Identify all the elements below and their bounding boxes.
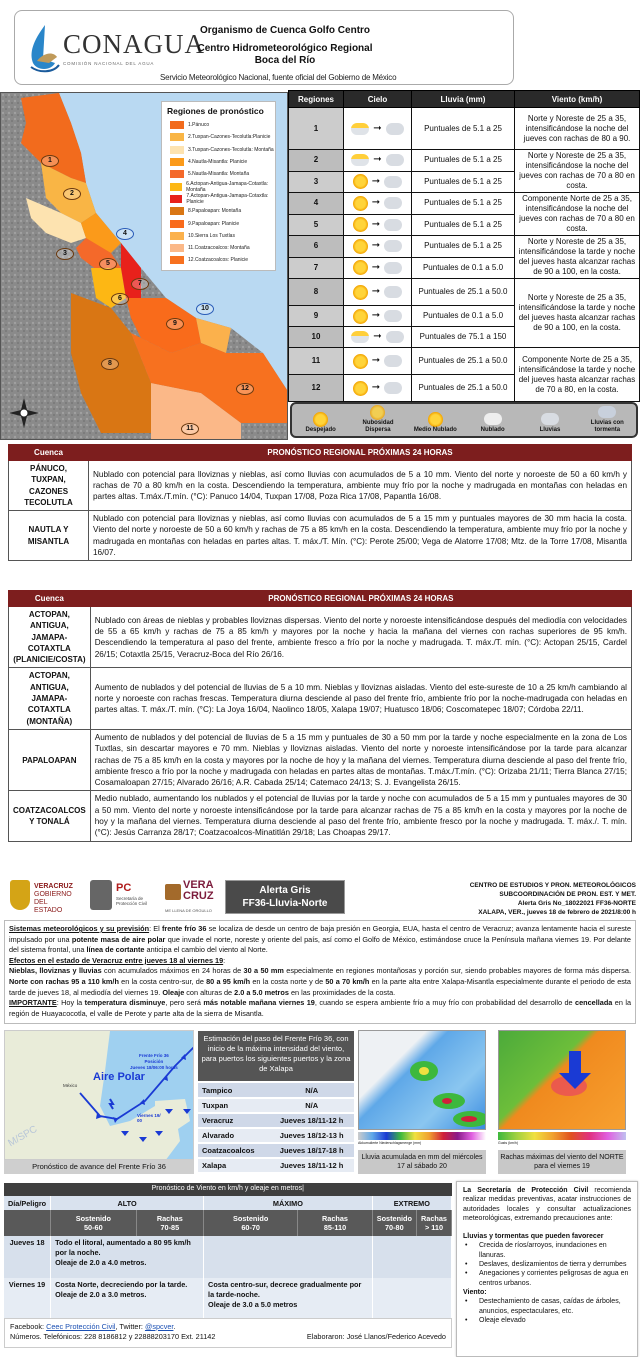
sky-forecast — [344, 108, 412, 150]
sky-forecast — [344, 348, 412, 375]
threshold-header: Rachas > 110 — [416, 1210, 451, 1236]
arrival-time: N/A — [269, 1098, 354, 1113]
region-marker: 10 — [196, 303, 214, 315]
cuenca-forecast-text: Nublado con potencial para lloviznas y nieblas, así como lluvias con acumulados de 5 a 15 mm y puntuales mayores de 30 mm hacia la costa. Viento del norte y noroeste de 50 a 60 km/h y rachas de 75 a 85 km/h en la costa. Descendiendo la temperatura, ambiente muy frío por la noche y madrugada en montañas con heladas en partes altas. T. máx./T. Mín. (°C): Perote 25/00; Vega de Alatorre 17/08; Mtz. de la Torre 17/08, Misantla 16/07. — [89, 511, 632, 561]
synopsis-text: Sistemas meteorológicos y su previsión: El frente frío 36 se localiza de desde un centro de baja presión en Georgia, EUA, hasta el centro de Veracruz; avanza lentamente hacia el sureste impulsado por una potente masa de aire polar que invade el norte, noreste y oriente del país, así como el Golfo de México, estimándose cruce la Península mañana viernes 19. Por delante del sistema frontal, una línea de cortante anticipa el cambio del viento al Norte. Efectos en el estado de Veracruz entre jueves 18 al viernes 19: Nieblas, lloviznas y lluvias con acumulados máximos en 24 horas de 30 a 50 mm especialmente en regiones montañosas y porción sur, siendo probables mayores de forma más dispersa. Norte con rachas 95 a 110 km/h en la costa centro-sur, de 80 a 95 km/h en la costa norte y de 50 a 70 km/h en la parte alta entre Xalapa-Misantla especialmente durante el periodo de esta tarde de jueves 18, al mediodía del viernes 19. Oleaje con alturas de 2.0 a 5.0 metros en las proximidades de la costa. IMPORTANTE: Hoy la temperatura disminuye, pero será más notable mañana viernes 19, cuando se espera ambiente frío a muy frío con probabilidad del desarrollo de cencellada en la región de Huayacocotla, el valle de Perote y parte alta de la sierra de Misantla. — [4, 920, 636, 1024]
level-alto: ALTO — [51, 1196, 204, 1210]
logo-subtext: COMISIÓN NACIONAL DEL AGUA — [63, 61, 155, 66]
col-cuenca: Cuenca — [9, 591, 91, 607]
arrow-right-icon: ➞ — [371, 240, 381, 252]
vera-cruz-logo: VERA CRUZ ME LLENA DE ORGULLO — [165, 879, 214, 913]
wind-cell-extremo — [372, 1278, 451, 1320]
vera-cruz-emblem-icon — [165, 884, 181, 900]
front-arrival-estimation — [198, 1031, 354, 1174]
region-marker: 7 — [131, 278, 149, 290]
rain-amount: Puntuales de 5.1 a 25 — [412, 193, 515, 215]
region-row — [289, 236, 640, 258]
legend-label: 8.Papaloapan: Montaña — [188, 208, 242, 215]
aire-polar-label: Aire Polar — [93, 1071, 145, 1083]
legend-item — [170, 119, 275, 131]
sky-legend-despejado: Despejado — [294, 411, 348, 434]
sun-haze-icon — [370, 405, 385, 420]
rain-cloud-icon — [384, 176, 402, 188]
region-number: 10 — [289, 327, 344, 348]
sun-icon — [353, 354, 368, 369]
compass-rose-icon — [9, 398, 39, 428]
wind-waves-forecast-table — [4, 1183, 452, 1320]
sky-legend-medio-nublado: Medio Nublado — [408, 411, 462, 434]
rain-cloud-icon — [384, 382, 402, 394]
cuenca-name: NAUTLA Y MISANTLA — [9, 511, 89, 561]
region-number: 3 — [289, 171, 344, 193]
rain-amount: Puntuales de 25.1 a 50.0 — [412, 348, 515, 375]
rain-map-graphic — [359, 1031, 486, 1130]
conagua-logo — [25, 23, 205, 73]
cuenca-row — [9, 791, 632, 841]
arrow-right-icon: ➞ — [371, 175, 381, 187]
region-marker: 1 — [41, 155, 59, 167]
legend-label: 3.Tuxpan-Cazones-Tecolutla: Montaña — [188, 146, 274, 153]
rain-amount: Puntuales de 5.1 a 25 — [412, 171, 515, 193]
partly-cloudy-icon — [351, 123, 369, 135]
arrow-right-icon: ➞ — [373, 154, 382, 166]
arrival-time: N/A — [269, 1083, 354, 1098]
region-marker: 8 — [101, 358, 119, 370]
col-dia-peligro: Día/Peligro — [4, 1196, 51, 1210]
map-legend — [161, 101, 276, 271]
region-number: 8 — [289, 279, 344, 306]
sky-conditions-legend — [290, 402, 638, 438]
cuenca-row — [9, 668, 632, 729]
wind-cell-extremo — [372, 1236, 451, 1278]
region-marker: 12 — [236, 383, 254, 395]
veracruz-shield-icon — [10, 880, 30, 910]
rain-amount: Puntuales de 5.1 a 25 — [412, 108, 515, 150]
wind-table-title: Pronóstico de Viento en km/h y oleaje en metros| — [4, 1183, 452, 1196]
rain-cloud-icon — [384, 286, 402, 298]
arrow-right-icon: ➞ — [371, 382, 381, 393]
arrow-right-icon: ➞ — [371, 261, 381, 273]
legend-label: 9.Papaloapan: Planicie — [188, 220, 240, 227]
legend-item — [170, 230, 275, 242]
col-viento: Viento (km/h) — [515, 91, 640, 108]
front-map-caption: Pronóstico de avance del Frente Frío 36 — [4, 1160, 194, 1174]
rain-cloud-icon — [384, 197, 402, 209]
cuenca-forecast-table-north — [8, 444, 632, 561]
wind-risks-heading: Viento: — [463, 1288, 487, 1296]
mexico-label: México — [63, 1083, 78, 1088]
front-position-label: Frente Frío 36 Posición Jueves 18/06:00 horas — [130, 1053, 178, 1070]
alert-gris-badge — [225, 880, 345, 914]
rain-amount: Puntuales de 5.1 a 25 — [412, 214, 515, 236]
recommendation-item: • Anegaciones y corrientes peligrosas de agua en centros urbanos. — [463, 1269, 631, 1288]
legend-item — [170, 156, 275, 168]
rain-map-caption: Lluvia acumulada en mm del miércoles 17 al sábado 20 — [358, 1150, 486, 1174]
estimation-row — [198, 1098, 354, 1113]
conagua-header — [14, 10, 514, 85]
region-marker: 4 — [116, 228, 134, 240]
level-maximo: MÁXIMO — [204, 1196, 373, 1210]
legend-swatch — [170, 146, 184, 154]
cuenca-row — [9, 729, 632, 790]
rain-cloud-icon — [541, 413, 559, 425]
region-row — [289, 150, 640, 172]
col-pronostico: PRONÓSTICO REGIONAL PRÓXIMAS 24 HORAS — [89, 445, 632, 461]
sky-forecast — [344, 236, 412, 258]
rain-cloud-icon — [384, 240, 402, 252]
legend-label: 1.Pánuco — [188, 122, 210, 129]
arrow-right-icon: ➞ — [371, 197, 381, 209]
phone-numbers: Números. Telefónicos: 228 8186812 y 22888203170 Ext. 21142 — [10, 1332, 216, 1341]
legend-label: 12.Coatzacoalcos: Planicie — [188, 257, 249, 264]
proteccion-civil-logo: PC Secretaría de Protección Civil — [90, 880, 150, 912]
region-row — [289, 108, 640, 150]
legend-item — [170, 131, 275, 143]
region-number: 11 — [289, 348, 344, 375]
sky-forecast — [344, 193, 412, 215]
region-row — [289, 348, 640, 375]
sky-forecast — [344, 214, 412, 236]
col-cielo: Cielo — [344, 91, 412, 108]
wind-forecast: Norte y Noreste de 25 a 35, intensificándose la tarde y noche del jueves hasta alcanzar rachas de 90 a 100, en la costa. — [515, 236, 640, 279]
alert-datetime: XALAPA, VER., jueves 18 de febrero de 2021/8:00 h — [478, 909, 636, 916]
viernes-label: Viernes 19/ 00 — [137, 1113, 161, 1123]
region-number: 4 — [289, 193, 344, 215]
rain-cloud-icon — [386, 123, 404, 135]
sun-icon — [353, 217, 368, 232]
port-name: Tampico — [198, 1083, 269, 1098]
sky-forecast — [344, 375, 412, 402]
cuenca-name: COATZACOALCOS Y TONALÁ — [9, 791, 91, 841]
legend-swatch — [170, 133, 184, 141]
legend-label: 7.Actopan-Antigua-Jamapa-Cotaxtla: Planicie — [186, 192, 269, 205]
legend-title: Regiones de pronóstico — [167, 106, 264, 116]
cuenca-name: ACTOPAN, ANTIGUA, JAMAPA-COTAXTLA (MONTAÑA) — [9, 668, 91, 729]
rain-amount: Puntuales de 5.1 a 25 — [412, 236, 515, 258]
threshold-header: Sostenido 70-80 — [372, 1210, 416, 1236]
wind-forecast: Norte y Noreste de 25 a 35, intensificándose la noche del jueves con rachas de 80 a 90. — [515, 108, 640, 150]
port-name: Xalapa — [198, 1158, 269, 1173]
wind-cell-maximo: Costa centro-sur, decrece gradualmente por la tarde-noche. Oleaje de 3.0 a 5.0 metros — [204, 1278, 373, 1320]
civil-protection-recommendations: La Secretaría de Protección Civil recomienda realizar medidas preventivas, acatar instrucciones de autoridades locales y consultar actualizaciones meteorológicas, extremando precauciones ante: Lluvias y tormentas que pueden favorecer • Crecida de ríos/arroyos, inundaciones en llanuras. • Deslaves, deslizamientos de tierra y derrumbes • Anegaciones y corrientes peligrosas de agua en centros urbanos. Viento: • Destechamiento de casas, caídas de árboles, anuncios, espectaculares, etc. • Oleaje elevado — [456, 1181, 638, 1357]
legend-item — [170, 144, 275, 156]
authors: Elaboraron: José Llanos/Federico Acevedo — [306, 1332, 446, 1341]
threshold-header: Rachas 85-110 — [298, 1210, 372, 1236]
level-extremo: EXTREMO — [372, 1196, 451, 1210]
sky-legend-lluvias: Lluvias — [523, 411, 577, 434]
arrow-right-icon: ➞ — [373, 122, 382, 134]
rain-scale-title: Akkumulierte Niederschlagsmenge (mm) — [358, 1141, 422, 1145]
sky-legend-nubosidad: Nubosidad Dispersa — [351, 404, 405, 434]
legend-swatch — [170, 207, 184, 215]
alert-title: Alerta Gris — [259, 885, 311, 896]
wind-scale-bar — [498, 1132, 626, 1140]
legend-label: 10.Sierra Los Tuxtlas — [188, 232, 235, 239]
region-marker: 9 — [166, 318, 184, 330]
watermark: M/SPC — [6, 1123, 40, 1150]
col-pronostico: PRONÓSTICO REGIONAL PRÓXIMAS 24 HORAS — [90, 591, 631, 607]
legend-swatch — [170, 232, 184, 240]
arrow-right-icon: ➞ — [371, 310, 381, 321]
veracruz-government-logo: VERACRUZ GOBIERNO DEL ESTADO — [10, 880, 70, 912]
rain-amount: Puntuales de 25.1 a 50.0 — [412, 279, 515, 306]
col-cuenca: Cuenca — [9, 445, 89, 461]
legend-label: 5.Nautla-Misantla: Montaña — [188, 171, 250, 178]
arrival-time: Jueves 18/17-18 h — [269, 1143, 354, 1158]
arrival-time: Jueves 18/11-12 h — [269, 1113, 354, 1128]
wind-cell-alto: Todo el litoral, aumentado a 80 95 km/h por la noche. Oleaje de 2.0 a 4.0 metros. — [51, 1236, 204, 1278]
rain-accumulation-map — [358, 1030, 486, 1130]
col-regiones: Regiones — [289, 91, 344, 108]
legend-label: 4.Nautla-Misantla: Planicie — [188, 159, 248, 166]
cold-front-map — [4, 1030, 194, 1160]
rain-cloud-icon — [384, 310, 402, 322]
legend-label: 2.Tuxpan-Cazones-Tecolutla:Planicie — [188, 134, 271, 141]
wind-map-graphic — [499, 1031, 626, 1130]
rain-scale-bar — [358, 1132, 486, 1140]
sun-icon — [353, 381, 368, 396]
arrival-time: Jueves 18/12-13 h — [269, 1128, 354, 1143]
day-label: Viernes 19 — [4, 1278, 51, 1320]
twitter-link[interactable]: @spcver — [144, 1322, 174, 1331]
estimation-row — [198, 1128, 354, 1143]
estimation-row — [198, 1083, 354, 1098]
wind-cell-alto: Costa Norte, decreciendo por la tarde. Oleaje de 2.0 a 3.0 metros. — [51, 1278, 204, 1320]
wind-forecast: Componente Norte de 25 a 35, intensificándose la tarde y noche del jueves hasta alcanzar rachas de 70 a 80, en la costa. — [515, 348, 640, 402]
sky-legend-tormenta: Lluvias con tormenta — [580, 404, 634, 434]
legend-swatch — [170, 121, 184, 129]
cuenca-name: PAPALOAPAN — [9, 729, 91, 790]
region-marker: 3 — [56, 248, 74, 260]
legend-item — [170, 205, 275, 217]
sun-icon — [353, 260, 368, 275]
estimation-table — [198, 1083, 354, 1174]
rain-risks-heading: Lluvias y tormentas que pueden favorecer — [463, 1233, 604, 1241]
sun-icon — [313, 412, 328, 427]
legend-item — [170, 242, 275, 254]
rain-cloud-icon — [384, 219, 402, 231]
arrow-right-icon: ➞ — [371, 286, 381, 297]
rain-amount: Puntuales de 25.1 a 50.0 — [412, 375, 515, 402]
sun-icon — [353, 285, 368, 300]
region-number: 5 — [289, 214, 344, 236]
recommendation-item: • Destechamiento de casas, caídas de árboles, anuncios, espectaculares, etc. — [463, 1297, 631, 1316]
partly-cloudy-icon — [351, 331, 369, 343]
legend-label: 6.Actopan-Antigua-Jamapa-Cotaxtla: Montaña — [186, 180, 269, 193]
sky-forecast — [344, 150, 412, 172]
cuenca-row — [9, 511, 632, 561]
region-number: 9 — [289, 306, 344, 327]
arrival-time: Jueves 18/11-12 h — [269, 1158, 354, 1173]
rain-cloud-icon — [384, 355, 402, 367]
logo-text: CONAGUA — [63, 29, 205, 59]
cuenca-forecast-table-south — [8, 590, 632, 842]
organism-title: Organismo de Cuenca Golfo Centro — [200, 25, 371, 36]
legend-swatch — [170, 158, 184, 166]
legend-swatch — [170, 256, 184, 264]
pc-shield-icon — [90, 880, 112, 910]
legend-swatch — [170, 220, 184, 228]
estimation-row — [198, 1158, 354, 1173]
estimation-row — [198, 1143, 354, 1158]
legend-label: 11.Coatzacoalcos: Montaña — [188, 245, 250, 252]
sky-legend-nublado: Nublado — [466, 411, 520, 434]
cuenca-forecast-text: Aumento de nublados y del potencial de lluvias de 5 a 10 mm. Nieblas y lloviznas aisladas. Viento del este-sureste de 10 a 25 km/h cambiando al norte y noroeste con rachas frescas. Temperatura diurna desciende al paso del frente frío, ambiente frío por la noche-madrugada con heladas en partes altas. T. máx./T. mín. (°C): La Joya 16/04, Naolinco 18/05, Xalapa 19/07; Huatusco 18/06; Coscomatepec 18/07; Córdoba 22/11. — [90, 668, 631, 729]
legend-item — [170, 168, 275, 180]
port-name: Veracruz — [198, 1113, 269, 1128]
region-marker: 5 — [99, 258, 117, 270]
arrow-right-icon: ➞ — [371, 355, 381, 366]
legend-item — [170, 180, 275, 192]
cuenca-name: ACTOPAN, ANTIGUA, JAMAPA-COTAXTLA (PLANICIE/COSTA) — [9, 607, 91, 668]
cuenca-forecast-text: Nublado con potencial para lloviznas y nieblas, así como lluvias con acumulados de 5 a 10 mm. Viento del norte y noroeste de 50 a 60 km/h y rachas de 70 a 80 km/h en la costa. Descendiendo la temperatura, ambiente muy frío por la noche y madrugada en montañas con heladas en partes altas. T.máx./T.mín. (°C): Panuco 14/04, Tuxpan 17/08, Poza Rica 17/08, Papantla 16/08. — [89, 461, 632, 511]
arrow-right-icon: ➞ — [371, 218, 381, 230]
sky-forecast — [344, 327, 412, 348]
legend-item — [170, 254, 275, 266]
sky-forecast — [344, 257, 412, 279]
sky-forecast — [344, 279, 412, 306]
cold-front-map-graphic — [5, 1031, 194, 1160]
cuenca-row — [9, 461, 632, 511]
cuenca-name: PÁNUCO, TUXPAN, CAZONES TECOLUTLA — [9, 461, 89, 511]
storm-cloud-icon — [598, 406, 616, 418]
sun-cloud-icon — [428, 412, 443, 427]
cuenca-forecast-text: Medio nublado, aumentando los nublados y el potencial de lluvias por la tarde y noche con acumulados de 5 a 15 mm y puntuales mayores de 30 a 50 mm. Viento del norte y noroeste intensificándose por la tarde para alcanzar rachas de 75 a 85 km/h en la costa y mayores por la noche de hoy y la mañana del viernes. Temperatura diurna desciende al paso del frente frío, ambiente fresco por la noche y madrugada. T. máx./. T. mín.(°C): Jesús Carranza 28/17; Coatzacoalcos-Minatitlán 29/18; Las Choapas 29/17. — [90, 791, 631, 841]
rain-cloud-icon — [386, 331, 404, 343]
sun-icon — [353, 309, 368, 324]
day-label: Jueves 18 — [4, 1236, 51, 1278]
legend-swatch — [170, 195, 182, 203]
region-marker: 6 — [111, 293, 129, 305]
sky-forecast — [344, 171, 412, 193]
alert-header — [0, 876, 640, 920]
recommendation-item: • Crecida de ríos/arroyos, inundaciones en llanuras. — [463, 1241, 631, 1260]
recommendation-item: • Deslaves, deslizamientos de tierra y derrumbes — [463, 1260, 631, 1269]
legend-item — [170, 193, 275, 205]
estimation-row — [198, 1113, 354, 1128]
wind-cell-maximo — [204, 1236, 373, 1278]
legend-swatch — [170, 244, 184, 252]
center-title — [195, 43, 375, 67]
threshold-header: Rachas 70-85 — [136, 1210, 203, 1236]
rain-cloud-icon — [386, 154, 404, 166]
threshold-header: Sostenido 60-70 — [204, 1210, 298, 1236]
cuenca-row — [9, 607, 632, 668]
water-drop-logo-icon — [25, 23, 61, 73]
cuenca-forecast-text: Nublado con áreas de nieblas y probables lloviznas dispersas. Viento del norte y noroeste intensificándose después del mediodía con velocidades de 55 a 65 km/h y rachas de 75 a 85 km/h y mayores por la noche y hacia la mañana del viernes con rachas superiores de 95 km/h. Descendiendo la temperatura al paso del frente, ambiente fresco a frío por la noche y madrugada. T. máx./T. mín. (°C): Actopan 25/15, Cardel 26/15; Cotaxtla 25/15, Veracruz-Boca del Río 26/16. — [90, 607, 631, 668]
wind-scale-title: Gusts (km/h) — [498, 1141, 519, 1145]
wind-row — [4, 1236, 452, 1278]
recommendation-item: • Oleaje elevado — [463, 1316, 631, 1325]
port-name: Tuxpan — [198, 1098, 269, 1113]
legend-item — [170, 217, 275, 229]
cloud-icon — [484, 413, 502, 425]
region-row — [289, 193, 640, 215]
regions-forecast-table — [288, 90, 640, 402]
alert-code: FF36-Lluvia-Norte — [242, 898, 328, 909]
rain-amount: Puntuales de 75.1 a 150 — [412, 327, 515, 348]
estimation-header: Estimación del paso del Frente Frío 36, con inicio de la máxima intensidad del viento, para puertos los siguientes puertos y la zona de Xalapa — [198, 1031, 354, 1081]
wind-gusts-map — [498, 1030, 626, 1130]
partly-cloudy-icon — [351, 154, 369, 166]
wind-forecast: Norte y Noreste de 25 a 35, intensificándose la tarde y noche del jueves hasta alcanzar rachas de 90 a 100, en la costa. — [515, 279, 640, 348]
center-location: Boca del Río — [254, 55, 316, 66]
col-lluvia: Lluvia (mm) — [412, 91, 515, 108]
rain-cloud-icon — [384, 262, 402, 274]
wind-forecast: Norte y Noreste de 25 a 35, intensificándose la noche del jueves con rachas de 70 a 80 en costa. — [515, 150, 640, 193]
region-number: 2 — [289, 150, 344, 172]
region-marker: 2 — [63, 188, 81, 200]
region-marker: 11 — [181, 423, 199, 435]
region-number: 12 — [289, 375, 344, 402]
rain-amount: Puntuales de 0.1 a 5.0 — [412, 257, 515, 279]
region-number: 7 — [289, 257, 344, 279]
cuenca-forecast-text: Aumento de nublados y del potencial de lluvias de 5 a 15 mm y puntuales de 30 a 50 mm por la tarde y noche especialmente en la zona de Los Tuxtlas, sin descartar mayores e 70 mm. Nieblas y lloviznas aisladas. Viento del norte y noroeste intensificándose por la tarde para alcanzar rachas de 75 a 85 km/h en la costa y mayores por la noche de hoy y la mañana del viernes. Temperatura diurna desciende al paso del frente frío, ambiente fresco a frío por la noche y madrugada con heladas en partes altas de montañas. T.máx./T.mín. (°C): Orizaba 21/11; Tierra Blanca 27/15; Cosamaloapan 27/15; Alvarado 26/16; A.R. Cabada 25/14; Catemaco 24/13; S. J. Evangelista 26/15. — [90, 729, 631, 790]
region-number: 6 — [289, 236, 344, 258]
wind-forecast: Componente Norte de 25 a 35, intensificándose la noche del jueves con rachas de 70 a 80 en costa. — [515, 193, 640, 236]
sun-icon — [353, 196, 368, 211]
facebook-link[interactable]: Ceec Protección Civil — [46, 1322, 116, 1331]
sun-icon — [353, 174, 368, 189]
sky-forecast — [344, 306, 412, 327]
port-name: Alvarado — [198, 1128, 269, 1143]
center-name: Centro Hidrometeorológico Regional — [197, 43, 373, 54]
wind-map-caption: Rachas máximas del viento del NORTE para el viernes 19 — [498, 1150, 626, 1174]
smn-subtitle: Servicio Meteorológico Nacional, fuente oficial del Gobierno de México — [160, 73, 397, 82]
legend-swatch — [170, 170, 184, 178]
region-number: 1 — [289, 108, 344, 150]
wind-row — [4, 1278, 452, 1320]
contact-footer: Facebook: Ceec Protección Civil, Twitter: @spcver. Números. Telefónicos: 228 8186812 y 22888203170 Ext. 21142 Elaboraron: José Llanos/Federico Acevedo — [4, 1318, 452, 1348]
sun-icon — [353, 239, 368, 254]
arrow-right-icon: ➞ — [373, 331, 382, 342]
port-name: Coatzacoalcos — [198, 1143, 269, 1158]
legend-swatch — [170, 183, 182, 191]
rain-amount: Puntuales de 5.1 a 25 — [412, 150, 515, 172]
rain-amount: Puntuales de 0.1 a 5.0 — [412, 306, 515, 327]
forecast-regions-map — [0, 92, 288, 440]
region-row — [289, 279, 640, 306]
threshold-header: Sostenido 50-60 — [51, 1210, 136, 1236]
alert-info: CENTRO DE ESTUDIOS Y PRON. METEOROLÓGICOS SUBCOORDINACIÓN DE PRON. EST. Y MET. Alerta Gris No_18022021 FF36-NORTE XALAPA, VER., jueves 18 de febrero de 2021/8:00 h — [469, 882, 636, 916]
